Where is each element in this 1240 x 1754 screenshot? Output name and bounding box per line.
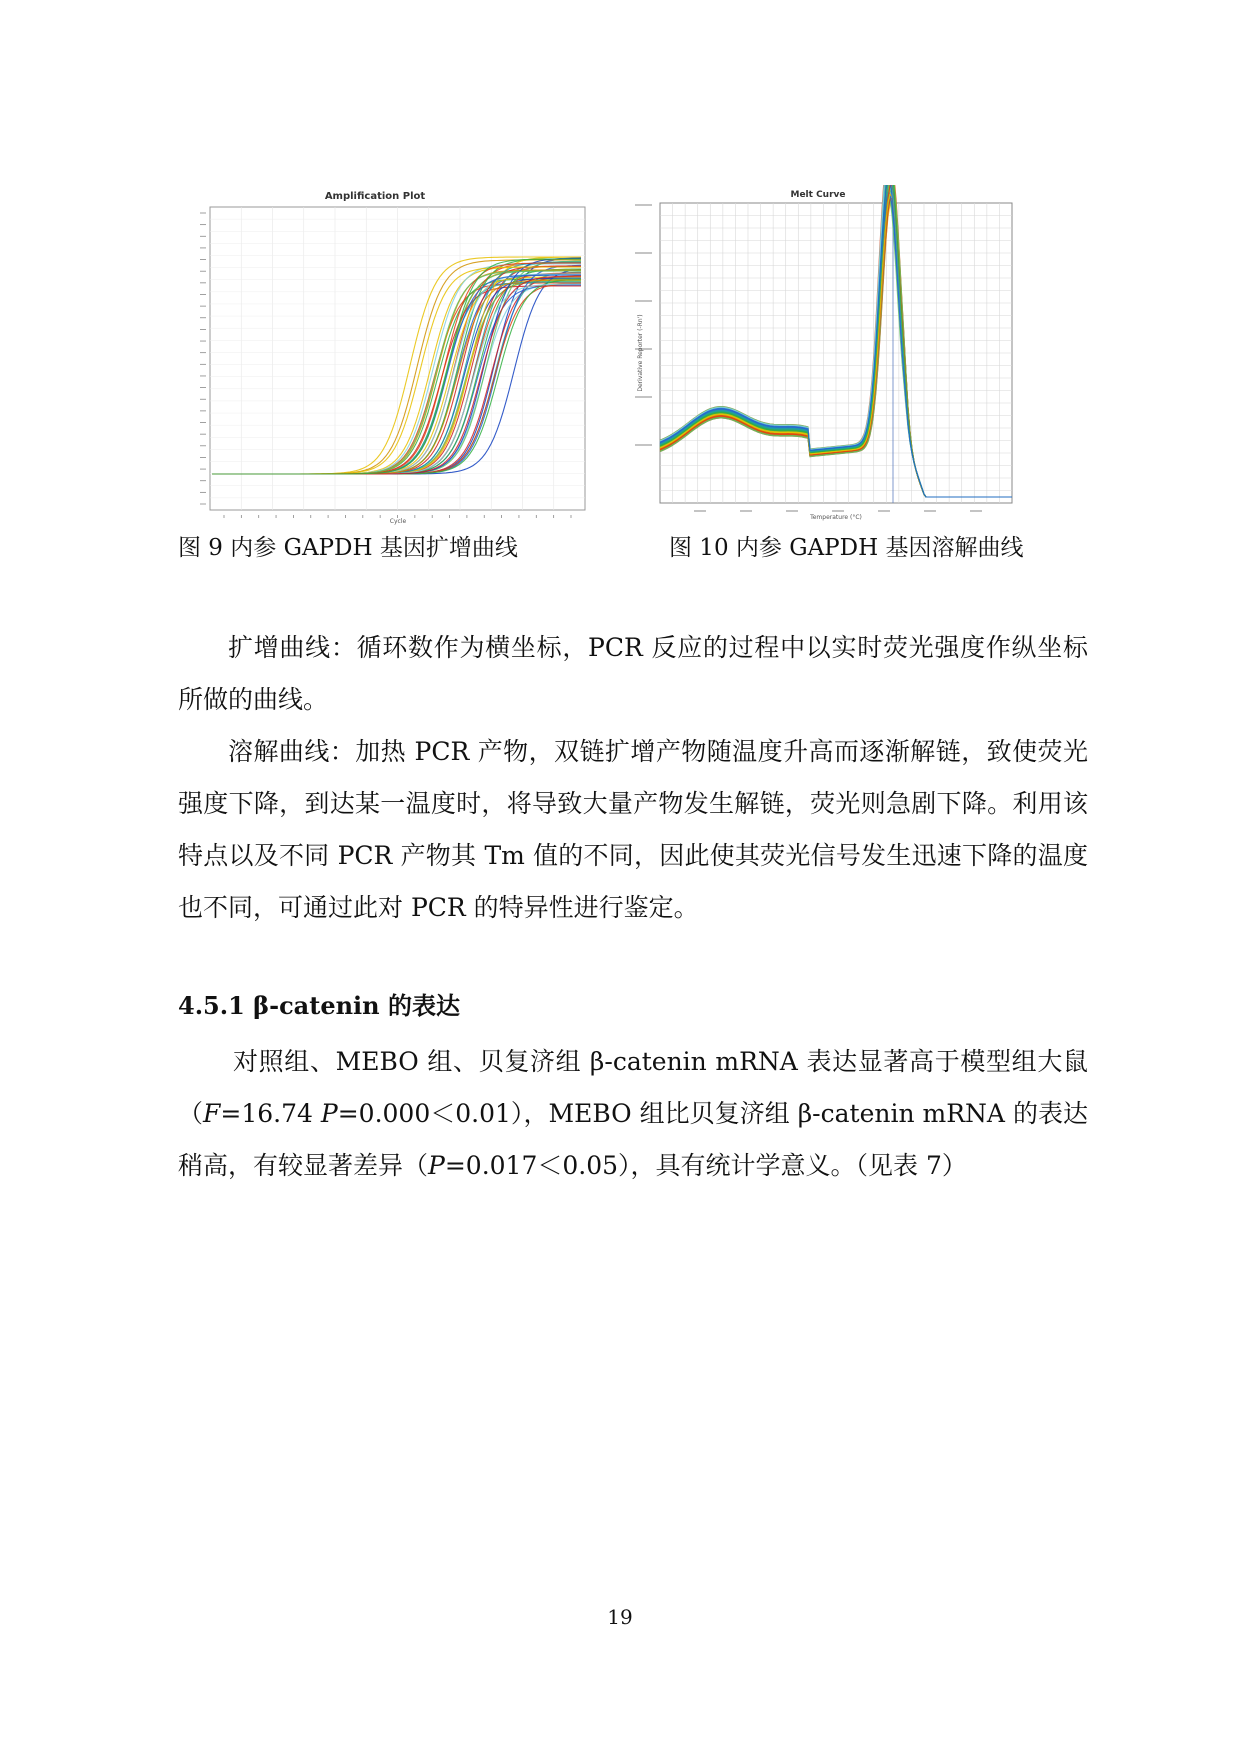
text-run: =0.000＜0.01），MEBO 组比贝复济组 β-catenin mRNA 的表达稍高，有较显著差异（ bbox=[178, 1099, 1089, 1180]
amplification-plot-chart bbox=[170, 185, 590, 525]
chart-title: Amplification Plot bbox=[324, 191, 426, 202]
stat-symbol-p: P bbox=[320, 1099, 338, 1128]
melt-curve-figure bbox=[600, 185, 1020, 525]
text-run: 对照组、MEBO 组、贝复济组 β-catenin mRNA 表达显著高于模型组大鼠（ bbox=[178, 1047, 1088, 1128]
text-run: =16.74 bbox=[220, 1099, 321, 1128]
x-axis-label: Cycle bbox=[389, 518, 407, 525]
y-axis-label: Derivative Reporter (-Rn') bbox=[637, 314, 644, 392]
section-heading: 4.5.1 β-catenin 的表达 bbox=[178, 991, 460, 1020]
figure-10-caption: 图 10 内参 GAPDH 基因溶解曲线 bbox=[669, 535, 1024, 561]
text-run: =0.017＜0.05），具有统计学意义。（见表 7） bbox=[444, 1151, 967, 1180]
x-axis-label: Temperature (°C) bbox=[810, 514, 862, 521]
y-ticks bbox=[200, 213, 206, 504]
paragraph-melt-curve: 溶解曲线：加热 PCR 产物，双链扩增产物随温度升高而逐渐解链，致使荧光强度下降，到达某一温度时，将导致大量产物发生解链，荧光则急剧下降。利用该特点以及不同 PCR 产物其 Tm 值的不同，因此使其荧光信号发生迅速下降的温度也不同，可通过此对 PCR 的特异性进行鉴定。 bbox=[178, 737, 1088, 922]
paragraph-beta-catenin bbox=[178, 1036, 1088, 1192]
amplification-plot-figure bbox=[170, 185, 590, 525]
stat-symbol-f: F bbox=[203, 1099, 221, 1128]
chart-title: Melt Curve bbox=[790, 190, 846, 200]
stat-symbol-p: P bbox=[428, 1151, 445, 1180]
figure-9-caption: 图 9 内参 GAPDH 基因扩增曲线 bbox=[178, 535, 518, 561]
page-number: 19 bbox=[607, 1605, 633, 1629]
melt-curve-chart bbox=[600, 185, 1020, 525]
paragraph-amplification-curve: 扩增曲线：循环数作为横坐标，PCR 反应的过程中以实时荧光强度作纵坐标所做的曲线。 bbox=[178, 633, 1088, 714]
